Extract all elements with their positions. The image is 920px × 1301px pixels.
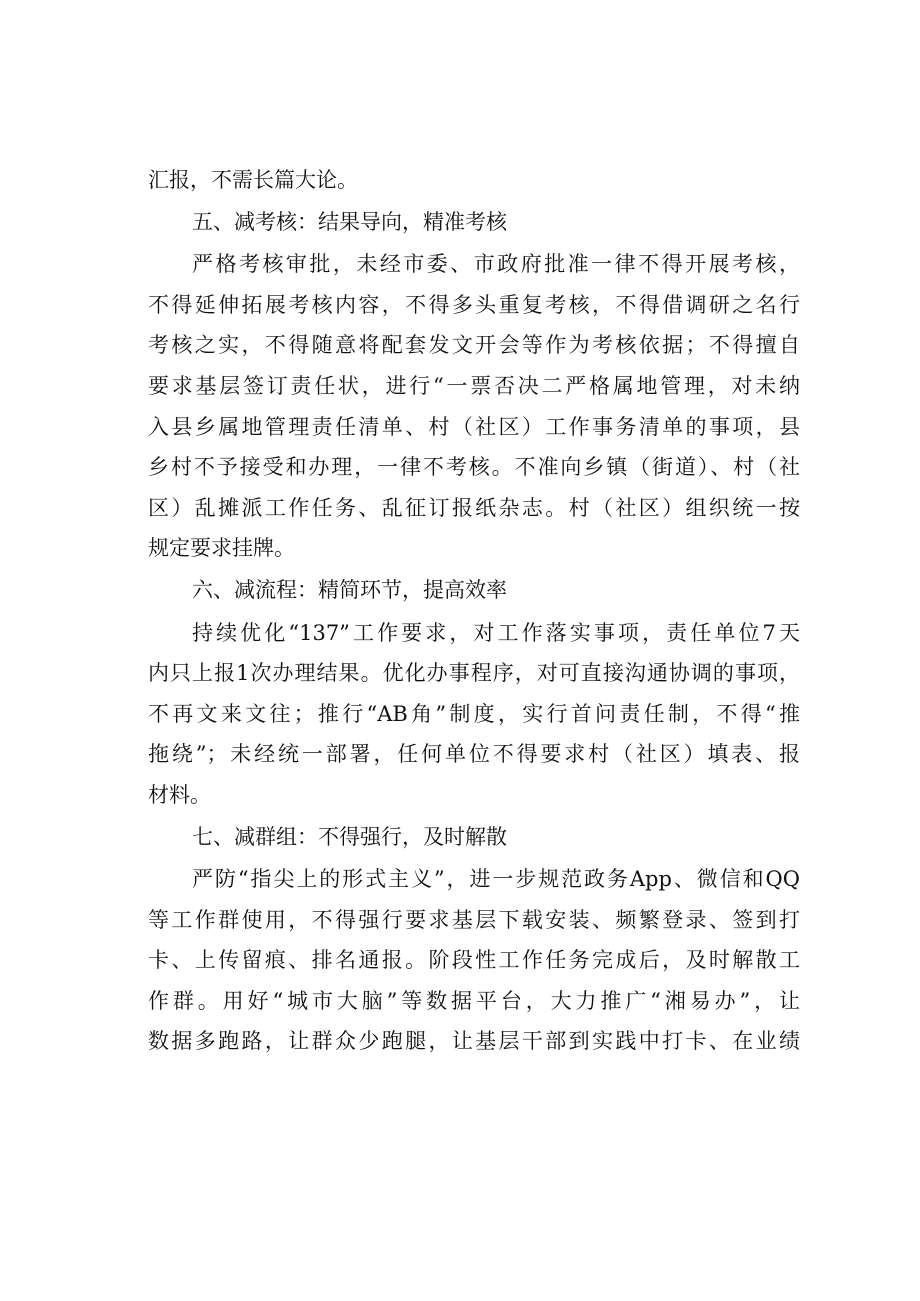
paragraph-line: 内只上报1次办理结果。优化办事程序，对可直接沟通协调的事项， <box>148 661 800 686</box>
section-heading-5: 五、减考核：结果导向，精准考核 <box>192 209 507 234</box>
paragraph-line: 考核之实，不得随意将配套发文开会等作为考核依据；不得擅自 <box>148 333 800 358</box>
paragraph-line: 要求基层签订责任状，进行“一票否决二严格属地管理，对未纳 <box>148 373 800 398</box>
paragraph-line: 严防“指尖上的形式主义”，进一步规范政务App、微信和QQ <box>192 867 800 892</box>
paragraph-line: 持续优化“137”工作要求，对工作落实事项，责任单位7天 <box>192 620 800 645</box>
paragraph-line: 等工作群使用，不得强行要求基层下载安装、频繁登录、签到打 <box>148 907 800 932</box>
paragraph-line: 作群。用好“城市大脑”等数据平台，大力推广“湘易办”，让 <box>148 988 800 1013</box>
paragraph-line: 入县乡属地管理责任清单、村（社区）工作事务清单的事项，县 <box>148 414 800 439</box>
paragraph-line: 材料。 <box>148 782 211 807</box>
paragraph-line: 区）乱摊派工作任务、乱征订报纸杂志。村（社区）组织统一按 <box>148 495 800 520</box>
paragraph-line: 汇报，不需长篇大论。 <box>148 168 358 192</box>
document-page <box>148 160 800 1062</box>
paragraph-line: 不再文来文往；推行“AB角”制度，实行首问责任制，不得“推 <box>148 701 800 726</box>
section-heading-6: 六、减流程：精简环节，提高效率 <box>192 577 507 602</box>
paragraph-line: 数据多跑路，让群众少跑腿，让基层干部到实践中打卡、在业绩 <box>148 1029 800 1054</box>
paragraph-line: 不得延伸拓展考核内容，不得多头重复考核，不得借调研之名行 <box>148 292 800 317</box>
paragraph-line: 严格考核审批，未经市委、市政府批准一律不得开展考核， <box>192 252 800 277</box>
paragraph-line: 规定要求挂牌。 <box>148 536 295 561</box>
paragraph-line: 卡、上传留痕、排名通报。阶段性工作任务完成后，及时解散工 <box>148 948 800 973</box>
paragraph-line: 拖绕”；未经统一部署，任何单位不得要求村（社区）填表、报 <box>148 742 800 767</box>
paragraph-line: 乡村不予接受和办理，一律不考核。不准向乡镇（街道）、村（社 <box>148 455 800 480</box>
section-heading-7: 七、减群组：不得强行，及时解散 <box>192 824 507 849</box>
